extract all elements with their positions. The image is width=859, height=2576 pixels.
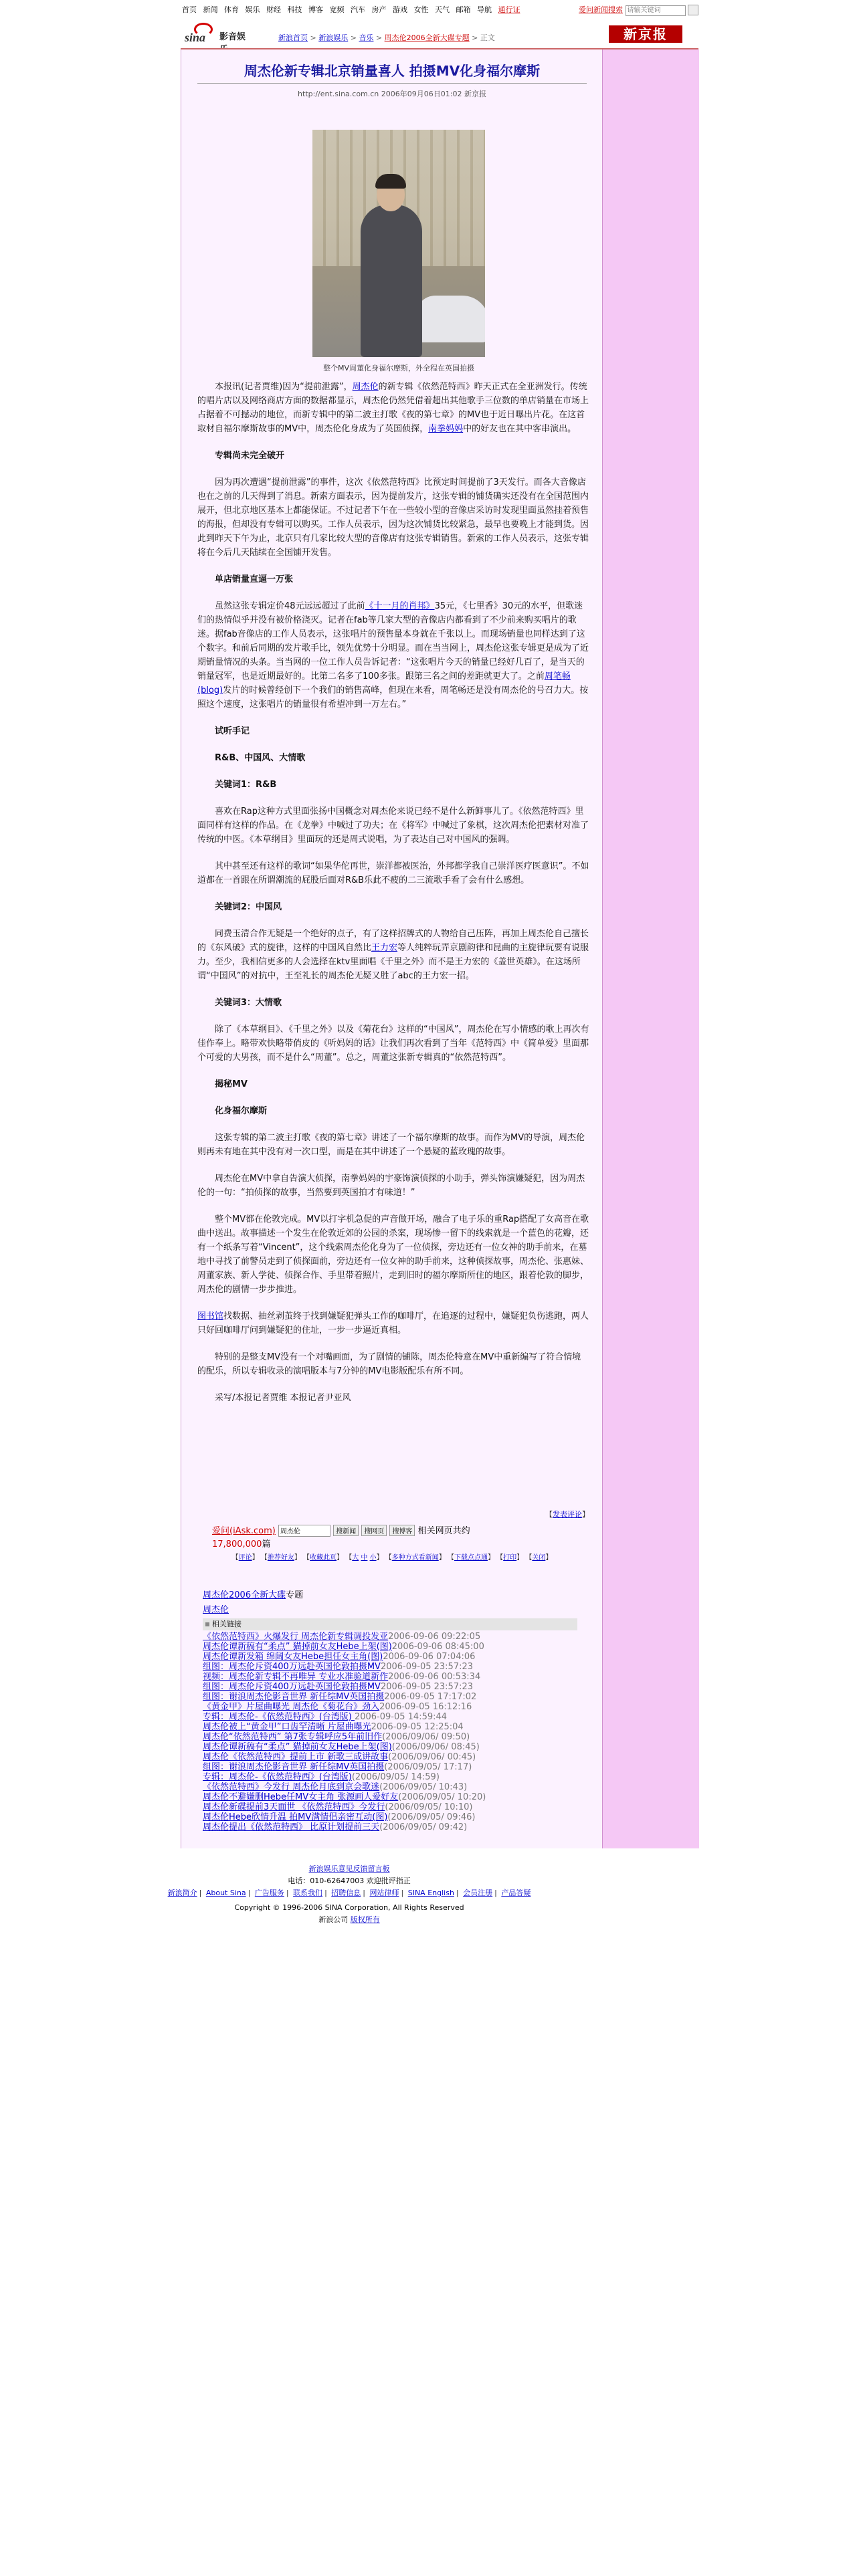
footer-link-jobs[interactable]: 招聘信息	[331, 1889, 361, 1897]
tag-line	[203, 1602, 229, 1615]
article-photo	[312, 130, 485, 357]
related-link-item	[203, 1722, 584, 1732]
tool-more-ways[interactable]: 多种方式看新闻	[391, 1554, 439, 1562]
tool-comment[interactable]: 评论	[238, 1554, 252, 1562]
photo-caption: 整个MV周董化身福尔摩斯，外全程在英国拍摄	[322, 364, 474, 372]
nav-link-passport[interactable]: 通行证	[498, 5, 520, 14]
related-link-date: (2006/09/05/ 09:42)	[379, 1822, 468, 1832]
related-link-date: 2006-09-05 14:59:44	[354, 1712, 448, 1722]
result-unit: 篇	[262, 1539, 271, 1549]
search-web-button[interactable]: 搜网页	[361, 1525, 387, 1536]
related-links-header: 相关链接	[203, 1618, 577, 1630]
breadcrumb-topic[interactable]: 周杰伦2006全新大碟专题	[384, 33, 470, 42]
related-link[interactable]: 周杰伦被上“黄金甲”口齿罕清晰 片屋曲曝光	[203, 1722, 371, 1732]
related-link[interactable]: 《依然范特西》今发行 周杰伦月底到京会歌迷	[203, 1782, 380, 1792]
tool-font-large[interactable]: 大	[352, 1554, 359, 1562]
tool-print[interactable]: 打印	[503, 1554, 517, 1562]
news-search-link[interactable]: 爱问新闻搜索	[579, 5, 623, 14]
paragraph: 周杰伦在MV中拿自告演大侦探，南拳妈妈的宇豪饰演侦探的小助手，弹头饰演嫌疑犯，因为周杰伦的一句：“拍侦探的故事，当然要到英国拍才有味道！”	[197, 1174, 585, 1198]
breadcrumb-home[interactable]: 新浪首页	[278, 33, 308, 42]
related-link[interactable]: 周杰伦谭新稿有“柔点” 猫掉前女友Hebe上架(图)	[203, 1742, 392, 1752]
related-link-item	[203, 1672, 584, 1682]
nav-link-auto[interactable]: 汽车	[351, 5, 365, 14]
related-link-date: 2006-09-05 23:57:23	[380, 1682, 474, 1692]
top-search-input[interactable]	[626, 5, 686, 16]
related-link[interactable]: 周杰伦提出《依然范特西》 比原计划提前三天	[203, 1822, 380, 1832]
related-link-date: 2006-09-05 17:17:02	[384, 1692, 477, 1702]
related-link-date: 2006-09-05 23:57:23	[380, 1662, 474, 1672]
related-link[interactable]: 组图：谢浪周杰伦影音世界 新任综MV英国拍摄	[203, 1692, 385, 1702]
related-link-date: 2006-09-05 16:12:16	[379, 1702, 472, 1712]
related-link-date: (2006/09/05/ 10:10)	[385, 1802, 473, 1812]
related-link[interactable]: 周杰伦《依然范特西》提前上市 新歌三成讲故事	[203, 1752, 389, 1762]
paragraph: 本报讯(记者贾维)因为“提前泄露”，周杰伦的新专辑《依然范特西》昨天正式在全亚洲发行。传统的唱片店以及网络商店方面的数据都显示，周杰伦仍然凭借着超出其他歌手三位数的单店销量在市场上占据着不可撼动的地位，而新专辑中的第二波主打歌《夜的第七章》的MV也于近日曝出片花。在这首取材自福尔摩斯故事的MV中，周杰伦化身成为了英国侦探，南拳妈妈中的好友也在其中客串演出。	[197, 382, 589, 434]
footer-link-lawyer[interactable]: 网站律师	[369, 1889, 399, 1897]
top-search	[579, 4, 698, 16]
footer-company: 新浪公司 版权所有	[318, 1915, 380, 1924]
related-link-item	[203, 1712, 584, 1722]
footer-link-about-cn[interactable]: 新浪简介	[167, 1889, 197, 1897]
related-link-item	[203, 1762, 584, 1772]
related-link-item	[203, 1812, 584, 1822]
tool-recommend[interactable]: 推荐好友	[267, 1554, 294, 1562]
related-link-item	[203, 1732, 584, 1742]
article-body	[197, 380, 589, 1418]
paragraph: 图书馆找数据、抽丝剥茧终于找到嫌疑犯弹头工作的咖啡厅，在追逐的过程中，嫌疑犯负伤逃跑，两人只好回咖啡厅问到嫌疑犯的住址，一步一步逼近真相。	[197, 1311, 589, 1335]
footer-link-faq[interactable]: 产品答疑	[501, 1889, 531, 1897]
subheading: 化身福尔摩斯	[215, 1106, 268, 1116]
related-link-date: (2006/09/05/ 14:59)	[351, 1772, 440, 1782]
paragraph: 喜欢在Rap这种方式里面张扬中国概念对周杰伦来说已经不是什么新鲜事儿了。《依然范特西》里面同样有这样的作品。在《龙拳》中喊过了功夫；在《将军》中喊过了象棋，这次周杰伦把素材对准了传统的中医。《本草纲目》里面玩的还是周式说唱，为了表达自己对中国风的强调。	[197, 807, 589, 845]
paragraph: 因为再次遭遇“提前泄露”的事件，这次《依然范特西》比预定时间提前了3天发行。而各大音像店也在之前的几天得到了消息。新索方面表示，因为提前发片，这张专辑的铺货确实还没有在全国范围内展开，但北京地区基本上都能保证。不过记者下午在一些较小型的音像店采访时发现里面虽然挂着预售的海报，但却没有专辑可以购买。工作人员表示，因为这次铺货比较紧急，最早也要晚上才能到货。因此到昨天下午为止，北京只有几家比较大型的音像店有这张专辑销售。新索的工作人员表示，这张专辑将在今后几天陆续在全国铺开发售。	[197, 477, 589, 558]
footer-link-ads[interactable]: 广告服务	[254, 1889, 284, 1897]
paragraph: 虽然这张专辑定价48元远远超过了此前《十一月的肖邦》35元，《七里香》30元的水平，但歌迷们的热情似乎并没有被价格浇灭。记者在fab等几家大型的音像店内都看到了不少前来购买唱片的歌迷。据fab音像店的工作人员表示，这张唱片的预售量本身就在千张以上。而现场销量也同样达到了这个数字。和前后同期的发片歌手比，领先优势十分明显。而在当当网上，周杰伦这张专辑更是成为了近期销量情况的头条。当当网的一位工作人员告诉记者：“这张唱片今天的销量已经好几百了，是当天的销量冠军，也是近期最好的。比第二名多了100多张。跟第三名之间的差距就更大了。之前周笔畅(blog)发片的时候曾经创下一个我们的销售高峰，但现在来看，周笔畅还是没有周杰伦的号召力大。按照这个速度，这张唱片的销量很有希望冲到一万左右。”	[197, 601, 589, 710]
footer-link-contact[interactable]: 联系我们	[293, 1889, 323, 1897]
subheading: 关键词3：大情歌	[215, 998, 282, 1008]
topic-link[interactable]: 周杰伦2006全新大碟	[203, 1590, 286, 1600]
article-meta: http://ent.sina.com.cn 2006年09月06日01:02 新京报	[298, 90, 486, 98]
nav-link-games[interactable]: 游戏	[393, 5, 407, 14]
nav-link-home[interactable]: 首页	[182, 5, 197, 14]
header	[181, 20, 698, 48]
related-link[interactable]: 周杰伦谭新发箱 绵阔女友Hebe担任女主角(图)	[203, 1652, 383, 1662]
related-link-date: 2006-09-06 00:53:34	[388, 1672, 481, 1682]
related-link[interactable]: 专辑：周杰伦-《依然范特西》(台湾版)	[203, 1772, 352, 1782]
related-link-item	[203, 1742, 584, 1752]
related-link-item	[203, 1702, 584, 1712]
related-link-item	[203, 1692, 584, 1702]
paragraph: 特别的是整支MV没有一个对嘴画面，为了剧情的铺陈，周杰伦特意在MV中重新编写了符合情境的配乐，所以专辑收录的演唱版本与7分钟的MV电影版配乐有所不同。	[197, 1352, 581, 1376]
channel-name: 影音娱	[219, 32, 246, 42]
tool-close[interactable]: 关闭	[532, 1554, 546, 1562]
topic-line: 周杰伦2006全新大碟专题	[203, 1590, 304, 1600]
related-link-date: 2006-09-06 08:45:00	[391, 1642, 484, 1652]
related-link[interactable]: 组图：谢浪周杰伦影音世界 新任综MV英国拍摄	[203, 1762, 385, 1772]
related-link-item	[203, 1822, 584, 1832]
subheading: 揭秘MV	[215, 1079, 248, 1089]
nav-link-sports[interactable]: 体育	[224, 5, 239, 14]
link-november-chopin[interactable]: 《十一月的肖邦》	[365, 601, 435, 611]
page-tools-row: 【评论】 【推荐好友】 【收藏此页】 【大 中 小】 【多种方式看新闻】 【下载点点通】 【打印】 【关闭】	[231, 1554, 553, 1562]
breadcrumb-current: 正文	[480, 33, 495, 42]
breadcrumb: 新浪首页 > 新浪娱乐 > 音乐 > 周杰伦2006全新大碟专题 > 正文	[278, 33, 495, 42]
related-link[interactable]: 周杰伦不避嫌删Hebe任MV女主角 张源画人爱好友	[203, 1792, 399, 1802]
link-jay-chou[interactable]: 周杰伦	[352, 382, 379, 392]
main-content	[181, 49, 603, 1848]
iask-search	[212, 1523, 587, 1549]
footer-feedback	[0, 1863, 698, 1875]
paragraph: 同费玉清合作无疑是一个绝好的点子，有了这样招牌式的人物给自己压阵，再加上周杰伦自己擅长的《东风破》式的旋律，这样的中国风自然比王力宏等人纯粹玩弄京剧韵律和昆曲的主旋律玩要有说服力。至少，我相信更多的人会选择在ktv里面唱《千里之外》而不是王力宏的《盖世英雄》。在这场所谓“中国风”的对抗中，王至礼长的周杰伦无疑又胜了abc的王力宏一招。	[197, 929, 589, 981]
related-links-list	[203, 1632, 584, 1832]
footer-links: 新浪简介 | About Sina | 广告服务 | 联系我们 | 招聘信息 | 网站律师 | SINA English | 会员注册 | 产品答疑	[167, 1889, 531, 1897]
nav-link-video[interactable]: 宽频	[329, 5, 345, 14]
link-zhou-bichang[interactable]: 周笔畅(blog)	[197, 671, 571, 695]
tag-link[interactable]: 周杰伦	[203, 1605, 229, 1615]
post-comment-link[interactable]: 【发表评论】	[545, 1510, 589, 1519]
link-nanquan-mama[interactable]: 南拳妈妈	[428, 424, 464, 434]
related-link-item	[203, 1642, 584, 1652]
sina-logo[interactable]	[185, 23, 249, 44]
link-library[interactable]: 图书馆	[197, 1311, 224, 1321]
paragraph: 其中甚至还有这样的歌词“如果华佗再世，崇洋都被医治，外邦都学我自己崇洋医疗医意识”。不如道都在一首跟在所谓潮流的屁股后面对R&B乐此不疲的二三流歌手看了会有什么感想。	[197, 861, 589, 885]
footer-link-about[interactable]: About Sina	[205, 1889, 246, 1897]
related-link-item	[203, 1802, 584, 1812]
related-link-item	[203, 1792, 584, 1802]
related-link-date: (2006/09/05/ 09:46)	[387, 1812, 476, 1822]
subheading: 专辑尚未完全破开	[215, 451, 285, 461]
related-link[interactable]: 组图：周杰伦斥资400万远赴英国伦敦拍摄MV	[203, 1662, 381, 1672]
related-link[interactable]: 《依然范特西》火爆发行 周杰伦新专辑调投发亚	[203, 1632, 389, 1642]
footer-phone: 电话：010-62647003 欢迎批评指正	[288, 1876, 411, 1885]
nav-link-women[interactable]: 女性	[413, 5, 429, 14]
footer-link-english[interactable]: SINA English	[407, 1889, 454, 1897]
related-link-date: 2006-09-06 09:22:05	[388, 1632, 481, 1642]
related-link-date: (2006/09/06/ 09:50)	[382, 1732, 470, 1742]
paragraph: 这张专辑的第二波主打歌《夜的第七章》讲述了一个福尔摩斯的故事。而作为MV的导演，周杰伦则再未有地在其中没有对一次口型，而是在其中讲述了一个悬疑的蓝玫瑰的故事。	[197, 1133, 585, 1157]
related-link[interactable]: 周杰伦Hebe欣情升温 拍MV满情侣亲密互动(图)	[203, 1812, 388, 1822]
related-link-date: (2006/09/05/ 10:43)	[379, 1782, 468, 1792]
nav-link-ent[interactable]: 娱乐	[245, 5, 260, 14]
related-link[interactable]: 视频：周杰伦新专辑不再唯异 专业水准验道新作	[203, 1672, 389, 1682]
search-blog-button[interactable]: 搜博客	[389, 1525, 415, 1536]
related-link-item	[203, 1662, 584, 1672]
search-hint: 相关网页共约	[417, 1526, 470, 1536]
related-link-date: 2006-09-06 07:04:06	[383, 1652, 476, 1662]
related-link-item	[203, 1682, 584, 1692]
related-link-item	[203, 1752, 584, 1762]
nav-link-mail[interactable]: 邮箱	[456, 5, 471, 14]
title-divider	[197, 83, 587, 84]
footer	[0, 1863, 698, 1926]
copyright: Copyright © 1996-2006 SINA Corporation, All Rights Reserved	[234, 1903, 464, 1912]
related-link-item	[203, 1632, 584, 1642]
related-link-date: (2006/09/06/ 08:45)	[391, 1742, 480, 1752]
subheading: 关键词1：R&B	[215, 780, 277, 790]
paragraph: 除了《本草纲目》、《千里之外》以及《菊花台》这样的“中国风”，周杰伦在写小情感的歌上再次有佳作奉上。略带欢快略带俏皮的《听妈妈的话》让我们再次看到了当年《范特西》中《简单爱》里面那个可爱的大男孩，而不是什么“周董”。总之，周董这张新专辑真的“依然范特西”。	[197, 1025, 589, 1063]
logo-text: sina	[185, 31, 206, 44]
tool-font-medium[interactable]: 中	[361, 1554, 368, 1562]
article-signature: 采写/本报记者贾维 本报记者尹亚风	[215, 1393, 351, 1403]
tool-bookmark[interactable]: 收藏此页	[310, 1554, 337, 1562]
nav-link-tech[interactable]: 科技	[287, 5, 302, 14]
top-search-button[interactable]	[688, 5, 698, 15]
article-title: 周杰伦新专辑北京销量喜人 拍摄MV化身福尔摩斯	[244, 63, 541, 79]
nav-link-blog[interactable]: 博客	[308, 5, 323, 14]
nav-link-weather[interactable]: 天气	[435, 5, 450, 14]
related-link-date: (2006/09/05/ 17:17)	[384, 1762, 472, 1772]
related-link[interactable]: 专辑：周杰伦-《依然范特西》(台湾版)	[203, 1712, 355, 1722]
subheading: 试听手记	[215, 726, 250, 736]
iask-link[interactable]: 爱问(iAsk.com)	[212, 1526, 276, 1536]
link-wang-leehom[interactable]: 王力宏	[371, 943, 398, 953]
related-link-date: 2006-09-05 12:25:04	[371, 1722, 464, 1732]
search-news-button[interactable]: 搜新闻	[333, 1525, 359, 1536]
tool-download[interactable]: 下载点点通	[454, 1554, 488, 1562]
breadcrumb-ent[interactable]: 新浪娱乐	[318, 33, 349, 42]
paragraph: 整个MV都在伦敦完成。MV以打字机急促的声音做开场，融合了电子乐的重Rap搭配了女高音在歌曲中送出。故事描述一个发生在伦敦近郊的公园的杀案，现场惨一留下的线索就是一个蓝色的花瓣，还有一个纸条写着“Vincent”，这个线索周杰伦化身为了一位侦探，旁边还有一位女神的助手前来，在墓地中寻找了前警员走到了侦探面前，旁边还有一位女神的助手前来，这种侦探故事，周杰伦、张惠妹、周董家族、新人学徒、侦探合作、手里带着照片，走到旧时的福尔摩斯所住的地区，跟着伦敦的脚步，周杰伦的剧情一步步推进。	[197, 1214, 589, 1295]
subheading: 关键词2：中国风	[215, 902, 282, 912]
footer-link-register[interactable]: 会员注册	[463, 1889, 493, 1897]
top-nav	[182, 4, 698, 19]
tool-font-small[interactable]: 小	[369, 1554, 377, 1562]
subheading: R&B、中国风、大情歌	[215, 753, 306, 763]
related-link[interactable]: 周杰伦谭新稿有“柔点” 猫掉前女友Hebe上架(图)	[203, 1642, 392, 1652]
feedback-link[interactable]: 新浪娱乐意见反馈留言板	[308, 1864, 390, 1873]
nav-link-house[interactable]: 房产	[371, 5, 387, 14]
related-link[interactable]: 周杰伦新碟提前3天面世 《依然范特西》今发行	[203, 1802, 385, 1812]
result-count: 17,800,000	[212, 1539, 262, 1549]
subheading: 单店销量直逼一万张	[215, 574, 294, 584]
breadcrumb-music[interactable]: 音乐	[359, 33, 374, 42]
related-link-date: (2006/09/06/ 00:45)	[388, 1752, 476, 1762]
related-link-item	[203, 1782, 584, 1792]
related-link[interactable]: 《黄金甲》片屋曲曝光 周杰伦《菊花台》劲入	[203, 1702, 380, 1712]
related-link[interactable]: 组图：周杰伦斥资400万远赴英国伦敦拍摄MV	[203, 1682, 381, 1692]
nav-link-finance[interactable]: 财经	[266, 5, 281, 14]
related-link-item	[203, 1652, 584, 1662]
rights-link[interactable]: 版权所有	[350, 1915, 380, 1924]
related-link-date: (2006/09/05/ 10:20)	[398, 1792, 486, 1802]
related-link-item	[203, 1772, 584, 1782]
right-sidebar	[602, 49, 699, 1848]
nav-link-guide[interactable]: 导航	[477, 5, 492, 14]
iask-search-input[interactable]	[278, 1525, 330, 1537]
brand-logo: 新京报	[609, 25, 682, 43]
nav-link-news[interactable]: 新闻	[203, 5, 218, 14]
related-link[interactable]: 周杰伦“依然范特西” 第7张专辑呼应5年前旧作	[203, 1732, 383, 1742]
